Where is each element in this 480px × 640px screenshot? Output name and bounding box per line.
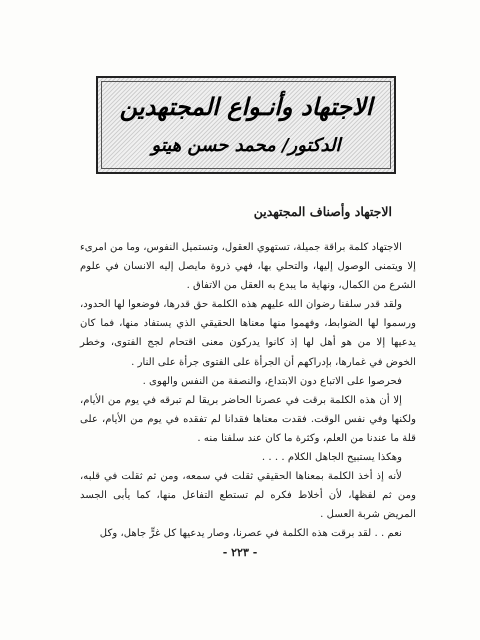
paragraph: وهكذا يستبيح الجاهل الكلام . . . . bbox=[261, 452, 402, 464]
paragraph: إلا أن هذه الكلمة برقت في عصرنا الحاضر بريقا لم تبرقه في يوم من الأيام، ولكنها وفي نفس الوقت. فقدت معناها فقدانا لم تفقده في يوم من الأيام، على قلة ما عندنا من العلم، وكثرة ما كان عند سلفنا منه . bbox=[80, 394, 416, 444]
paragraph: فحرصوا على الاتباع دون الابتداع، والنصفة من النفس والهوى . bbox=[142, 375, 402, 387]
paragraph: لأنه إذ أخذ الكلمة بمعناها الحقيقي ثقلت في سمعه، ومن ثم ثقلت في قلبه، ومن ثم لفظها، لأن أخلاط فكره لم تستطع التفاعل منها، كما يأبى الجسد المريض شربة العسل . bbox=[80, 471, 416, 521]
section-heading: الاجتهاد وأصناف المجتهدين bbox=[253, 204, 392, 219]
paragraph: الاجتهاد كلمة براقة جميلة، تستهوي العقول، وتستميل النفوس، وما من امرىء إلا ويتمنى الوصول إليها، والتحلي بها، فهي ذروة مايصل إليه الانسان في علوم الشرع من الكمال، ونهاية ما يبدع به العقل من الاتفاق . bbox=[80, 242, 416, 292]
article-title: الاجتهاد وأنـواع المجتهدين bbox=[119, 92, 373, 121]
paragraph: نعم . . لقد برقت هذه الكلمة في عصرنا، وصار يدعيها كل غرٍّ جاهل، وكل bbox=[99, 528, 402, 540]
paragraph: ولقد قدر سلفنا رضوان الله عليهم هذه الكلمة حق قدرها، فوضعوا لها الحدود، ورسموا لها الضوابط، وفهموا منها معناها الحقيقي الذي يستفاد منها، فما كان يدعيها إلا من هو أهل لها إذ كانوا يدركون معنى اقتحام لجج الفتوى، وخطر الخوض في غمارها، بإدراكهم أن الجرأة على الفتوى جرأة على النار . bbox=[80, 299, 416, 368]
page-number: - ٢٢٣ - bbox=[222, 546, 258, 559]
author-name: الدكتور/ محمد حسن هيتو bbox=[151, 135, 341, 156]
title-banner bbox=[96, 76, 396, 174]
body-text bbox=[80, 238, 416, 544]
